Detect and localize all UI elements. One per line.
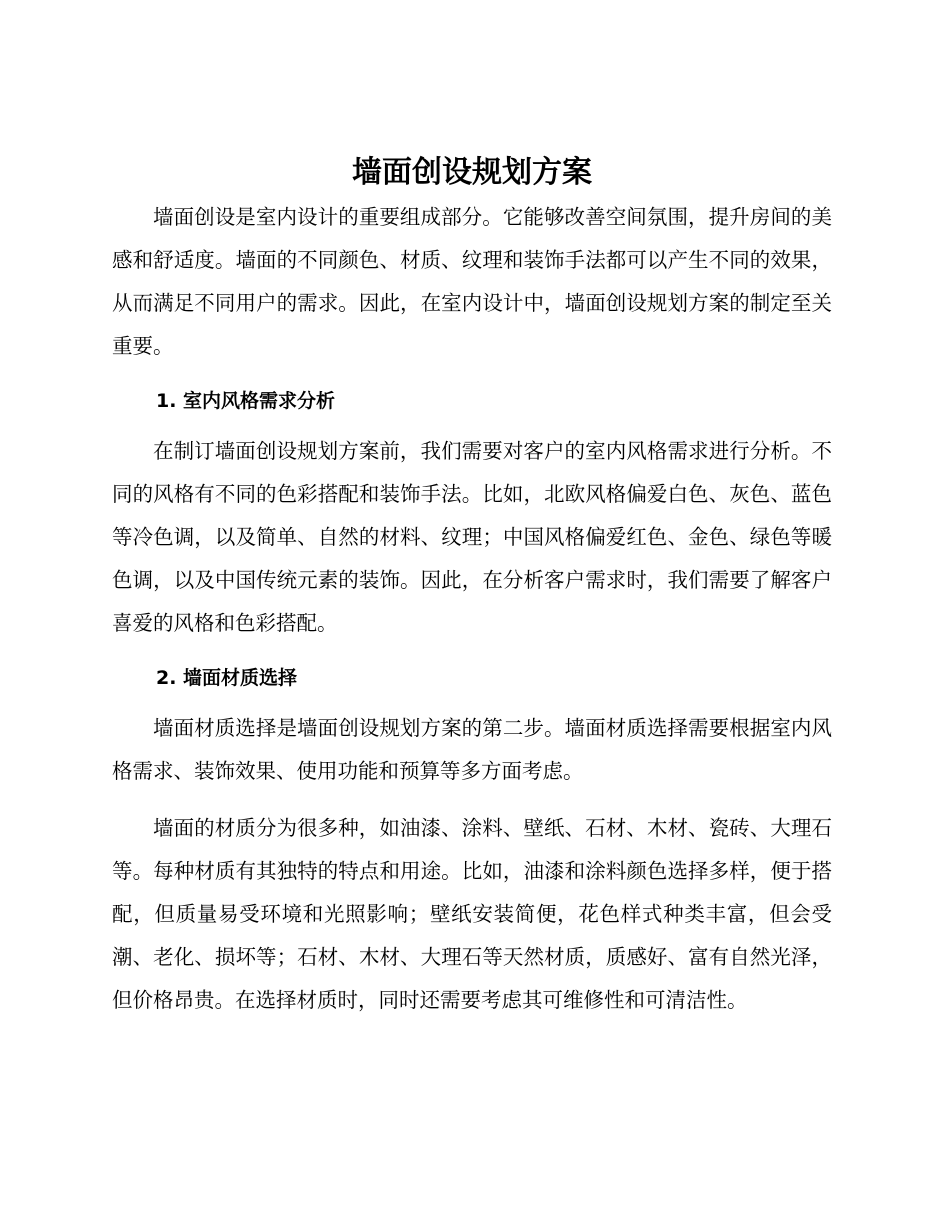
intro-paragraph: 墙面创设是室内设计的重要组成部分。它能够改善空间氛围，提升房间的美感和舒适度。墙面的不同颜色、材质、纹理和装饰手法都可以产生不同的效果，从而满足不同用户的需求。因此，在室内设计中，墙面创设规划方案的制定至关重要。 — [112, 205, 832, 358]
section-paragraph: 墙面的材质分为很多种，如油漆、涂料、壁纸、石材、木材、瓷砖、大理石等。每种材质有其独特的特点和用途。比如，油漆和涂料颜色选择多样，便于搭配，但质量易受环境和光照影响；壁纸安装简便，花色样式种类丰富，但会受潮、老化、损坏等；石材、木材、大理石等天然材质，质感好、富有自然光泽，但价格昂贵。在选择材质时，同时还需要考虑其可维修性和可清洁性。 — [112, 816, 832, 1012]
section-heading-style-analysis: 1. 室内风格需求分析 — [156, 390, 336, 412]
section-paragraph: 在制订墙面创设规划方案前，我们需要对客户的室内风格需求进行分析。不同的风格有不同的色彩搭配和装饰手法。比如，北欧风格偏爱白色、灰色、蓝色等冷色调，以及简单、自然的材料、纹理；中国风格偏爱红色、金色、绿色等暖色调，以及中国传统元素的装饰。因此，在分析客户需求时，我们需要了解客户喜爱的风格和色彩搭配。 — [112, 439, 832, 635]
document-page — [112, 150, 832, 1022]
section-heading-material-selection: 2. 墙面材质选择 — [156, 667, 298, 689]
document-title: 墙面创设规划方案 — [352, 155, 592, 190]
section-paragraph: 墙面材质选择是墙面创设规划方案的第二步。墙面材质选择需要根据室内风格需求、装饰效果、使用功能和预算等多方面考虑。 — [112, 716, 832, 783]
